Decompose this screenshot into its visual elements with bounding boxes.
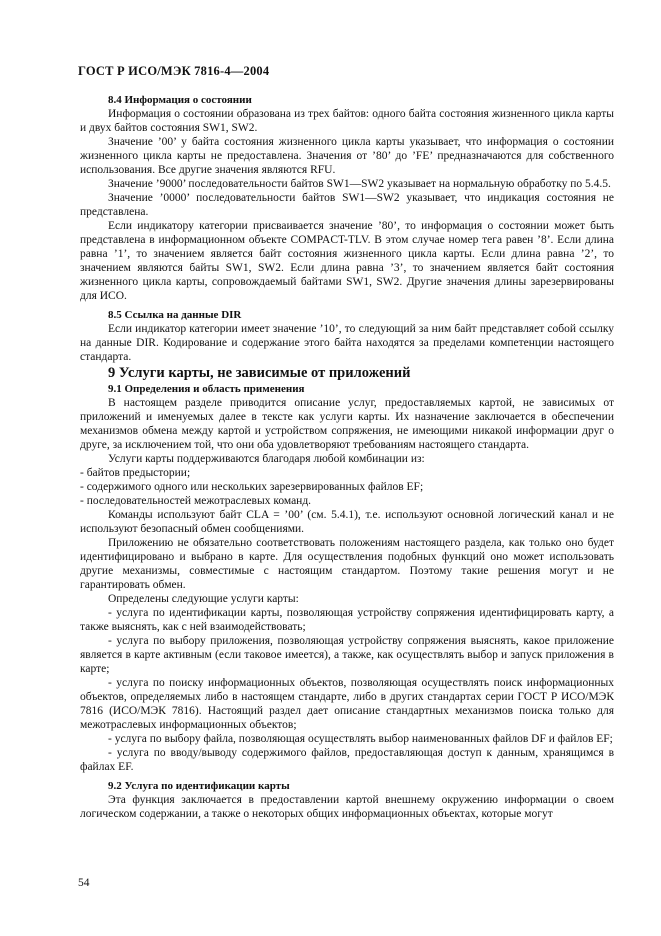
list-item: - услуга по вводу/выводу содержимого файлов, предоставляющая доступ к данным, хранящимся в файлах EF. — [80, 747, 614, 773]
list-item: - содержимого одного или нескольких зарезервированных файлов EF; — [80, 481, 424, 493]
heading-9-2: 9.2 Услуга по идентификации карты — [108, 780, 290, 792]
list-item: - услуга по идентификации карты, позволяющая устройству сопряжения идентифицировать карту, а также выяснять, как с ней взаимодействовать; — [80, 607, 614, 633]
paragraph: Значение ’00’ у байта состояния жизненного цикла карты указывает, что информация о состоянии жизненного цикла карты не предоставлена. Значения от ’80’ до ’FE’ предназначаются для собственного использования. Все другие значения являются RFU. — [80, 136, 614, 176]
paragraph: Информация о состоянии образована из трех байтов: одного байта состояния жизненного цикла карты и двух байтов состояния SW1, SW2. — [80, 108, 614, 134]
list-item: - байтов предыстории; — [80, 467, 191, 479]
heading-8-4: 8.4 Информация о состоянии — [108, 94, 252, 106]
heading-section-9: 9 Услуги карты, не зависимые от приложений — [108, 365, 411, 381]
paragraph: Эта функция заключается в предоставлении картой внешнему окружению информации о своем логическом содержании, а также о некоторых общих информационных объектах, которые могут — [80, 794, 614, 820]
heading-9-1: 9.1 Определения и область применения — [108, 383, 305, 395]
paragraph: Услуги карты поддерживаются благодаря любой комбинации из: — [108, 453, 425, 465]
running-header: ГОСТ Р ИСО/МЭК 7816-4—2004 — [78, 64, 270, 78]
paragraph: Определены следующие услуги карты: — [108, 593, 299, 605]
heading-8-5: 8.5 Ссылка на данные DIR — [108, 309, 242, 321]
paragraph: В настоящем разделе приводится описание услуг, предоставляемых картой, не зависимых от приложений и именуемых далее в тексте как услуги карты. Их назначение заключается в обеспечении механизмов обмена между картой и устройством сопряжения, не имеющими никакой информации друг о друге, за исключением той, что они оба удовлетворяют требованиям настоящего стандарта. — [80, 397, 614, 451]
page-body — [80, 93, 614, 821]
page-number: 54 — [78, 877, 90, 889]
paragraph: Команды используют байт CLA = ’00’ (см. 5.4.1), т.е. используют основной логический канал и не используют безопасный обмен сообщениями. — [80, 509, 614, 535]
paragraph: Значение ’9000’ последовательности байтов SW1—SW2 указывает на нормальную обработку по 5.4.5. — [108, 178, 611, 190]
list-item: - услуга по выбору файла, позволяющая осуществлять выбор наименованных файлов DF и файлов EF; — [108, 733, 613, 745]
list-item: - услуга по поиску информационных объектов, позволяющая осуществлять поиск информационных объектов, определяемых либо в настоящем стандарте, либо в других стандартах серии ГОСТ Р ИСО/МЭК 7816 (ИСО/МЭК 7816). Настоящий раздел дает описание стандартных механизмов поиска только для межотраслевых информационных объектов; — [80, 677, 614, 731]
paragraph: Приложению не обязательно соответствовать положениям настоящего раздела, как только оно будет идентифицировано и выбрано в карте. Для осуществления подобных функций оно может использовать другие механизмы, совместимые с настоящим стандартом. Поэтому такие решения могут и не гарантировать обмен. — [80, 537, 614, 591]
list-item: - последовательностей межотраслевых команд. — [80, 495, 312, 507]
list-item: - услуга по выбору приложения, позволяющая устройству сопряжения выяснять, какое приложение является в карте активным (если таковое имеется), а также, как осуществлять выбор и запуск приложения в карте; — [80, 635, 614, 675]
paragraph: Значение ’0000’ последовательности байтов SW1—SW2 указывает, что индикация состояния не представлена. — [80, 192, 614, 218]
paragraph: Если индикатор категории имеет значение ’10’, то следующий за ним байт представляет собой ссылку на данные DIR. Кодирование и содержание этого байта находятся за пределами компетенции настоящего стандарта. — [80, 323, 614, 363]
paragraph: Если индикатору категории присваивается значение ’80’, то информация о состоянии может быть представлена в информационном объекте COMPACT-TLV. В этом случае номер тега равен ’8’. Если длина равна ’1’, то значением является байт состояния жизненного цикла карты. Если длина равна ’2’, то значением являются байты SW1, SW2. Если длина равна ’3’, то значением является байт состояния жизненного цикла карты, сопровождаемый байтами SW1, SW2. Другие значения длины зарезервированы для ИСО. — [80, 220, 614, 302]
